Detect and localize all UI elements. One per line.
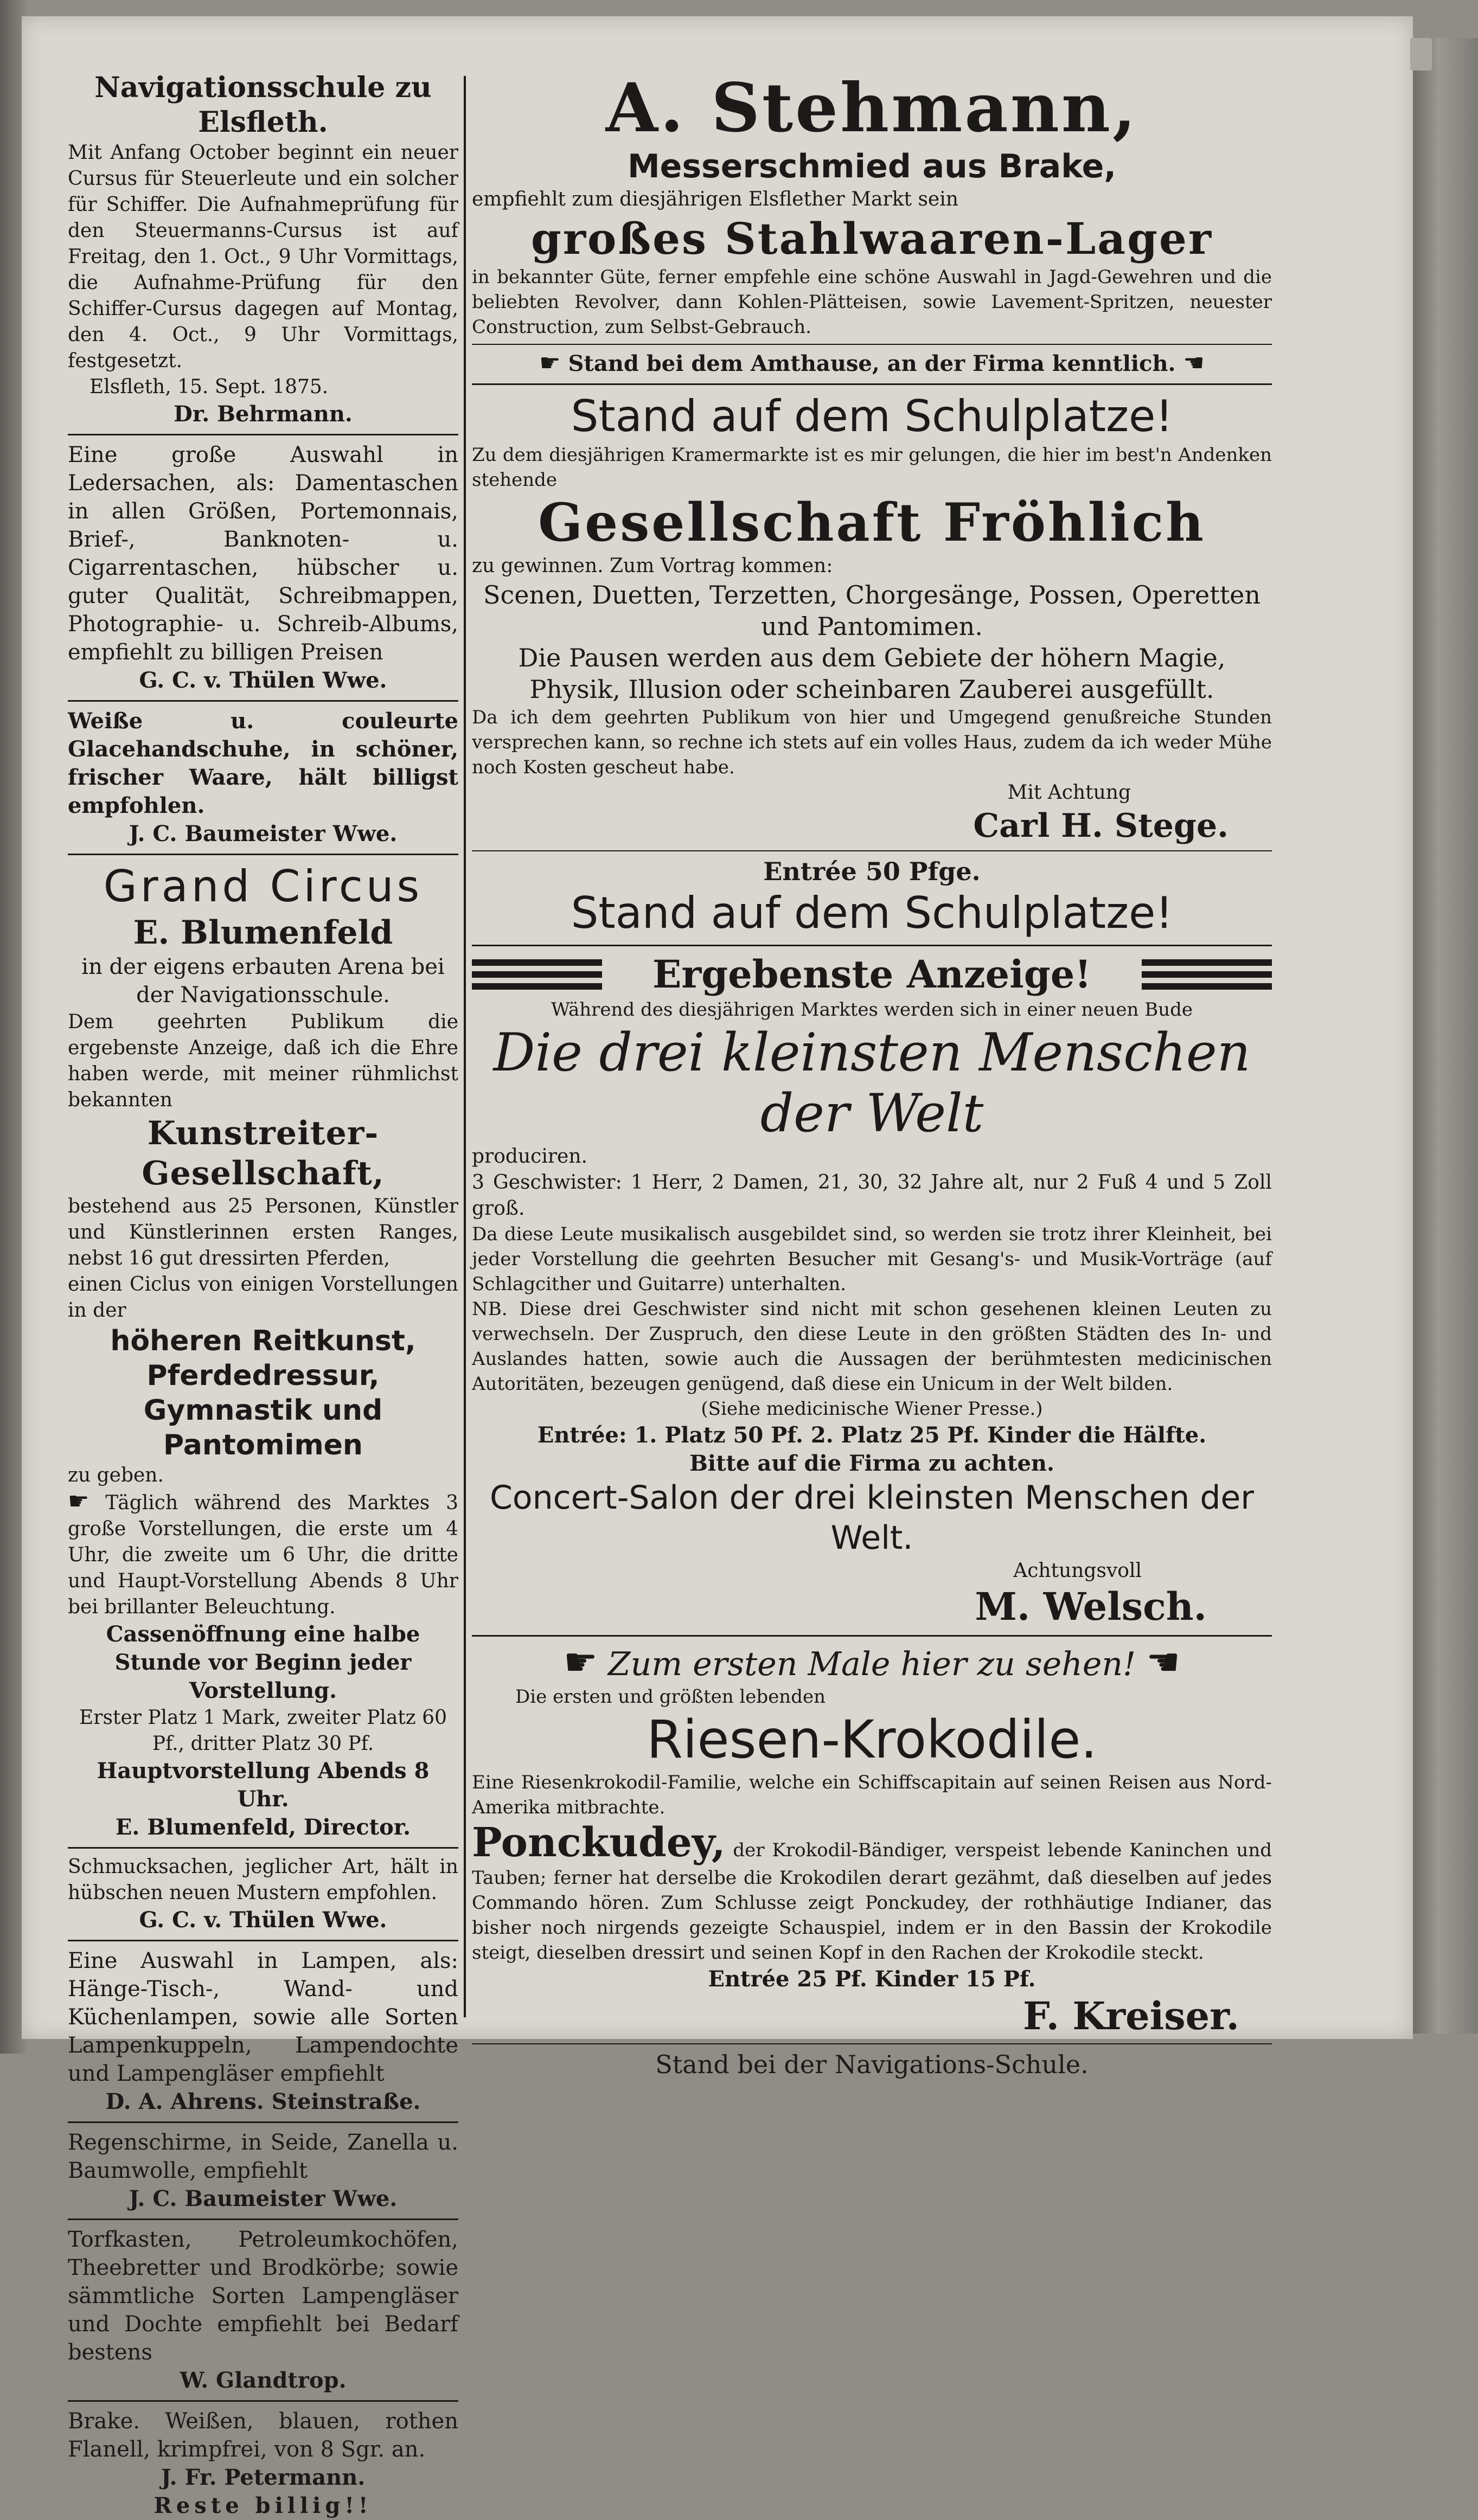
welsch-produce: produciren. <box>472 1145 587 1168</box>
circus-troupe: Kunstreiter-Gesellschaft, <box>142 1114 385 1192</box>
froehlich-respect: Mit Achtung <box>1007 781 1131 804</box>
ad-ledersachen <box>68 441 458 695</box>
welsch-heading: Ergebenste Anzeige! <box>652 952 1092 997</box>
froehlich-signer: Carl H. Stege. <box>973 807 1229 845</box>
decorative-bars <box>1142 959 1272 990</box>
pointing-hand-icon: ☚ <box>1146 1640 1180 1684</box>
divider <box>472 383 1272 385</box>
divider <box>472 2043 1272 2044</box>
welsch-intro: Während des diesjährigen Marktes werden sich in einer neuen Bude <box>551 999 1193 1021</box>
divider <box>68 2121 458 2123</box>
ad-text: Brake. Weißen, blauen, rothen Flanell, krimpfrei, von 8 Sgr. an. <box>68 2409 458 2462</box>
circus-intro: Dem geehrten Publikum die ergebenste Anzeige, daß ich die Ehre haben werde, mit meiner rühmlichst bekannten <box>68 1011 458 1111</box>
ad-schmucksachen <box>68 1854 458 1934</box>
froehlich-footer: Stand auf dem Schulplatze! <box>571 888 1173 938</box>
divider <box>68 1940 458 1941</box>
welsch-music: Da diese Leute musikalisch ausgebildet sind, so werden sie trotz ihrer Kleinheit, bei jeder Vorstellung die geehrten Besucher mit Gesang's- und Musik-Vorträge (auf Schlagcither und Guitarre) unterhalten. <box>472 1223 1272 1295</box>
divider <box>68 700 458 702</box>
divider <box>68 2400 458 2402</box>
froehlich-name: Gesellschaft Fröhlich <box>538 492 1206 553</box>
kreiser-family: Eine Riesenkrokodil-Familie, welche ein Schiffscapitain auf seinen Reisen aus Nord-Amerika mitbrachte. <box>472 1772 1272 1818</box>
stehmann-text: in bekannter Güte, ferner empfehle eine schöne Auswahl in Jagd-Gewehren und die beliebten Revolver, dann Kohlen-Plätteisen, sowie Lavement-Spritzen, neuester Construction, zum Selbst-Gebrauch. <box>472 266 1272 338</box>
stehmann-intro: empfiehlt zum diesjährigen Elsflether Markt sein <box>472 188 958 210</box>
froehlich-pauses: Die Pausen werden aus dem Gebiete der höhern Magie, Physik, Illusion oder scheinbaren Zauberei ausgefüllt. <box>518 643 1226 704</box>
ad-flanell <box>68 2407 458 2520</box>
froehlich-program-intro: zu gewinnen. Zum Vortrag kommen: <box>472 555 833 577</box>
ad-text: Eine Auswahl in Lampen, als: Hänge-Tisch-, Wand- und Küchenlampen, sowie alle Sorten Lampenkuppeln, Lampendochte und Lampengläser empfiehlt <box>68 1948 458 2086</box>
ad-tail: Reste billig!! <box>153 2493 373 2518</box>
welsch-respect: Achtungsvoll <box>1013 1560 1142 1582</box>
circus-prices: Erster Platz 1 Mark, zweiter Platz 60 Pf., dritter Platz 30 Pf. <box>79 1707 447 1755</box>
pointing-hand-icon: ☛ <box>539 349 561 377</box>
divider <box>472 344 1272 345</box>
stehmann-store: großes Stahlwaaren-Lager <box>530 213 1213 264</box>
circus-desc: bestehend aus 25 Personen, Künstler und Künstlerinnen ersten Ranges, nebst 16 gut dressirten Pferden, <box>68 1195 458 1269</box>
froehlich-intro: Zu dem diesjährigen Kramermarkte ist es mir gelungen, die hier im best'n Andenken stehende <box>472 444 1272 491</box>
ad-signer: Dr. Behrmann. <box>174 401 353 427</box>
kreiser-intro: Die ersten und größten lebenden <box>515 1686 826 1708</box>
divider <box>472 945 1272 946</box>
ad-navigationsschule <box>68 70 458 428</box>
kreiser-poncho: Ponckudey, <box>472 1819 726 1866</box>
ad-signer: J. Fr. Petermann. <box>161 2465 366 2490</box>
kreiser-heading: Zum ersten Male hier zu sehen! <box>607 1645 1136 1683</box>
divider <box>472 850 1272 851</box>
welsch-salon: Concert-Salon der drei kleinsten Menschen der Welt. <box>489 1479 1255 1557</box>
divider <box>68 854 458 855</box>
ad-text: Mit Anfang October beginnt ein neuer Cursus für Steuerleute und ein solcher für Schiffer. Die Aufnahmeprüfung für den Steuermanns-Cursus ist auf Freitag, den 1. Oct., 9 Uhr Vormittags, die Aufnahme-Prüfung für den Schiffer-Cursus dagegen auf Montag, den 4. Oct., 9 Uhr Vormittags, festgesetzt. <box>68 142 458 372</box>
kreiser-signer: F. Kreiser. <box>1022 1993 1239 2038</box>
froehlich-closing: Da ich dem geehrten Publikum von hier und Umgegend genußreiche Stunden versprechen kann, so rechne ich stets auf ein volles Haus, zudem da ich weder Mühe noch Kosten gescheut habe. <box>472 707 1272 778</box>
circus-title: Grand Circus <box>103 861 423 912</box>
ad-riesen-krokodile <box>472 1642 1272 2080</box>
page-stack-edge <box>1413 38 1478 2034</box>
kreiser-entry: Entrée 25 Pf. Kinder 15 Pf. <box>708 1966 1036 1992</box>
circus-daily: Täglich während des Marktes 3 große Vorstellungen, die erste um 4 Uhr, die zweite um 6 Uhr, die dritte und Haupt-Vorstellung Abends 8 Uhr bei brillanter Beleuchtung. <box>68 1492 458 1618</box>
pointing-hand-icon: ☚ <box>1183 349 1205 377</box>
circus-name: E. Blumenfeld <box>133 914 393 952</box>
ad-heading: Navigationsschule zu Elsfleth. <box>94 71 432 139</box>
circus-kasse: Cassenöffnung eine halbe Stunde vor Beginn jeder Vorstellung. <box>106 1621 420 1703</box>
welsch-signer: M. Welsch. <box>975 1584 1207 1629</box>
circus-main: Hauptvorstellung Abends 8 Uhr. <box>97 1758 430 1812</box>
divider <box>68 434 458 435</box>
divider <box>472 1635 1272 1637</box>
ad-signer: G. C. v. Thülen Wwe. <box>139 668 387 693</box>
pointing-hand-icon: ☛ <box>68 1487 89 1515</box>
ad-signer: J. C. Baumeister Wwe. <box>129 821 398 847</box>
welsch-note: Bitte auf die Firma zu achten. <box>689 1451 1054 1476</box>
welsch-entry: Entrée: 1. Platz 50 Pf. 2. Platz 25 Pf. Kinder die Hälfte. <box>537 1422 1207 1448</box>
right-column <box>472 69 1272 2079</box>
ad-stehmann <box>472 70 1272 378</box>
ad-text: Regenschirme, in Seide, Zanella u. Baumwolle, empfiehlt <box>68 2130 458 2183</box>
divider <box>68 1847 458 1849</box>
ad-torfkasten <box>68 2226 458 2395</box>
welsch-siblings: 3 Geschwister: 1 Herr, 2 Damen, 21, 30, 32 Jahre alt, nur 2 Fuß 4 und 5 Zoll groß. <box>472 1171 1272 1220</box>
kreiser-poncho-text: der Krokodil-Bändiger, verspeist lebende Kaninchen und Tauben; ferner hat derselbe die Krokodilen derart gezähmt, daß dieselben auf jedes Commando hören. Zum Schlusse zeigt Ponckudey, der rothhäutige Indianer, das bisher noch nirgends gezeigte Schauspiel, indem er in den Bassin der Krokodile steigt, dieselben dressirt und seinen Kopf in den Rachen der Krokodile steckt. <box>472 1839 1272 1964</box>
ad-gesellschaft-froehlich <box>472 390 1272 939</box>
page-tab <box>1410 38 1432 70</box>
welsch-title: Die drei kleinsten Menschen der Welt <box>493 1022 1251 1144</box>
circus-given: zu geben. <box>68 1464 164 1486</box>
circus-cycle: einen Ciclus von einigen Vorstellungen in der <box>68 1273 458 1322</box>
froehlich-heading: Stand auf dem Schulplatze! <box>571 391 1173 441</box>
column-rule <box>464 76 466 2017</box>
decorative-bars <box>472 959 602 990</box>
ad-signer: W. Glandtrop. <box>180 2368 347 2393</box>
froehlich-program: Scenen, Duetten, Terzetten, Chorgesänge, Possen, Operetten und Pantomimen. <box>483 580 1261 641</box>
welsch-press: (Siehe medicinische Wiener Presse.) <box>701 1398 1043 1420</box>
ad-drei-kleinsten-menschen <box>472 952 1272 1630</box>
ad-text: Weiße u. couleurte Glacehandschuhe, in schöner, frischer Waare, hält billigst empfohlen. <box>68 708 458 818</box>
circus-director: E. Blumenfeld, Director. <box>115 1814 411 1840</box>
circus-arena: in der eigens erbauten Arena bei der Navigationsschule. <box>81 954 445 1008</box>
stehmann-stand: Stand bei dem Amthause, an der Firma kenntlich. <box>568 351 1176 376</box>
ad-regenschirme <box>68 2128 458 2213</box>
welsch-nb: NB. Diese drei Geschwister sind nicht mit schon gesehenen kleinen Leuten zu verwechseln. Der Zuspruch, den diese Leute in den größten Städten des In- und Auslandes hatten, sowie auch die Aussagen der berühmtesten medicinischen Autoritäten, bezeugen genügend, daß diese ein Unicum in der Welt bilden. <box>472 1298 1272 1395</box>
ad-text: Eine große Auswahl in Ledersachen, als: Damentaschen in allen Größen, Portemonnais, Brief-, Banknoten- u. Cigarrentaschen, hübscher u. guter Qualität, Schreibmappen, Photographie- u. Schreib-Albums, empfiehlt zu billigen Preisen <box>68 443 458 665</box>
ad-glacehandschuhe <box>68 707 458 848</box>
stehmann-trade: Messerschmied aus Brake, <box>627 148 1117 185</box>
ad-dateline: Elsfleth, 15. Sept. 1875. <box>89 376 329 398</box>
left-column <box>68 70 458 2518</box>
pointing-hand-icon: ☛ <box>564 1640 598 1684</box>
stehmann-name: A. Stehmann, <box>605 69 1138 148</box>
circus-arts: höheren Reitkunst, Pferdedressur, Gymnastik und Pantomimen <box>110 1325 416 1461</box>
kreiser-title: Riesen-Krokodile. <box>647 1709 1097 1770</box>
froehlich-entry: Entrée 50 Pfge. <box>763 857 981 886</box>
ad-signer: J. C. Baumeister Wwe. <box>129 2186 398 2211</box>
ad-signer: D. A. Ahrens. Steinstraße. <box>105 2089 421 2114</box>
ad-grand-circus <box>68 861 458 1842</box>
ad-text: Schmucksachen, jeglicher Art, hält in hübschen neuen Mustern empfohlen. <box>68 1856 458 1904</box>
ad-text: Torfkasten, Petroleumkochöfen, Theebretter und Brodkörbe; sowie sämmtliche Sorten Lampengläser und Dochte empfiehlt bei Bedarf bestens <box>68 2227 458 2365</box>
ad-signer: G. C. v. Thülen Wwe. <box>139 1907 387 1933</box>
divider <box>68 2218 458 2220</box>
kreiser-stand: Stand bei der Navigations-Schule. <box>655 2050 1089 2079</box>
ad-lampen <box>68 1947 458 2116</box>
